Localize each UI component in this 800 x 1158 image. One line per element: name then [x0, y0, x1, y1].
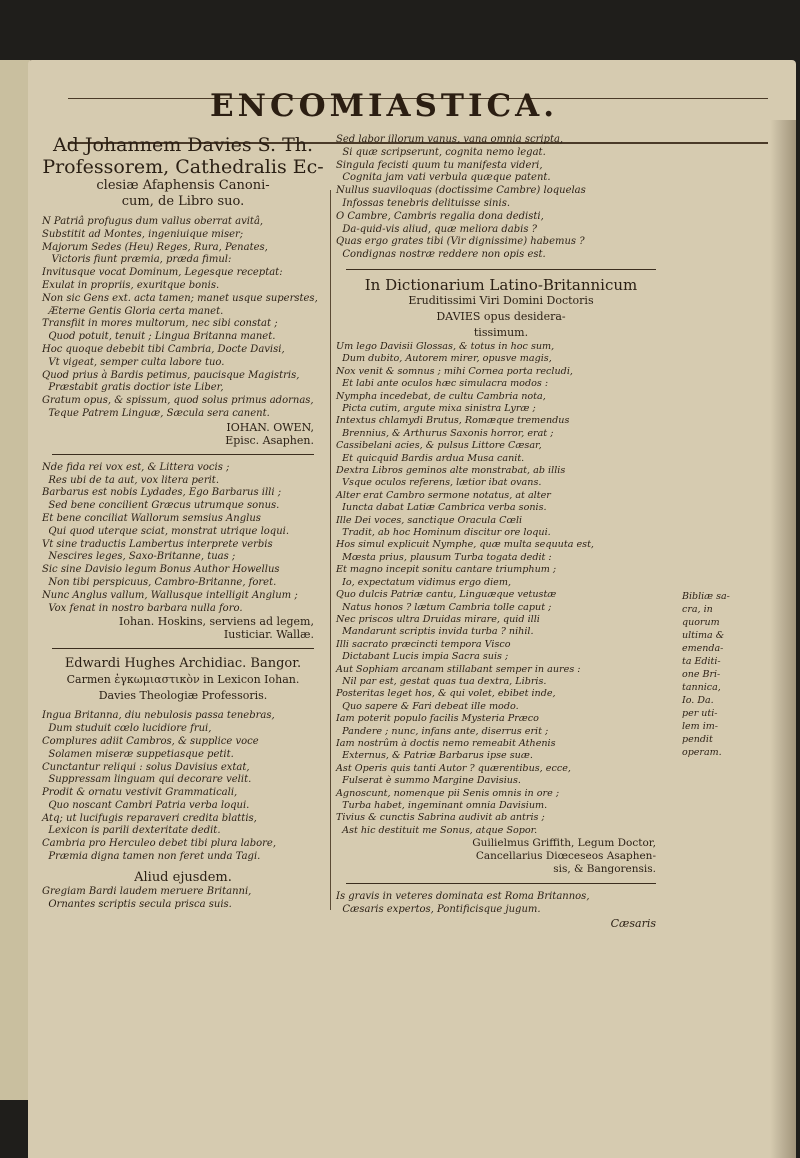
- column-divider: [330, 190, 331, 910]
- poem2-signature: Iohan. Hoskins, serviens ad legem, Iusticiar. Wallæ.: [119, 615, 314, 642]
- poem2-verse: Nde fida rei vox est, & Littera vocis ; Res ubi de ta aut, vox litera perit. Barbarus est nobis Lydades, Ego Barbarus illi ; Sed bene concilient Græcus utrumque sonus. Et bene conciliat Wallorum semsius Anglus Qui quod uterque sciat, monstrat utrique loqui. Vt sine traductis Lambertus interprete verbis Nescires leges, Saxo-Britanne, tuas ; Sic sine Davisio legum Bonus Author Howellus Non tibi perspicuus, Cambro-Britanne, foret. Nunc Anglus vallum, Wallusque intelligit Anglum ; Vox fenat in nostro barbara nulla foro.: [42, 461, 298, 614]
- page-spine-shadow: [770, 120, 796, 1158]
- right-poem2-title-line4: tissimum.: [473, 325, 529, 339]
- poem1-title-line1: Ad Johannem Davies S. Th.: [52, 134, 314, 156]
- poem3-verse: Ingua Britanna, diu nebulosis passa tenebras, Dum studuit cœlo lucidiore frui, Complures adiit Cambros, & supplice voce Solamen miseræ suppetiasque petit. Cunctantur reliqui : solus Davisius extat, Suppressam linguam qui decorare velit. Prodit & ornatu vestivit Grammaticali, Quo noscant Cambri Patria verba loqui. Atq; ut lucifugis reparaveri credita blattis, Lexicon is parili dexteritate dedit. Cambria pro Herculeo debet tibi plura labore, Præmia digna tamen non feret unda Tagi.: [42, 710, 277, 863]
- catchword: Cæsaris: [610, 916, 656, 930]
- right-poem3-verse: Is gravis in veteres dominata est Roma Britannos, Cæsaris expertos, Pontificisque jugum.: [336, 891, 590, 916]
- poem1-signature: IOHAN. OWEN, Episc. Asaphen.: [225, 420, 314, 447]
- separator-rule: [52, 454, 314, 455]
- right-poem2-title-line1: In Dictionarium Latino-Britannicum: [364, 275, 638, 294]
- poem4-title: Aliud ejusdem.: [134, 869, 232, 885]
- page-heading: ENCOMIASTICA.: [210, 88, 558, 124]
- right-poem2-title-line2: Eruditissimi Viri Domini Doctoris: [408, 293, 594, 307]
- right-poem1-verse: Sed labor illorum vanus, vana omnia scripta, Si quæ scripserunt, cognita nemo legat. Singula fecisti quum tu manifesta videri, Cognita jam vati verbula quæque patent. Nullus suaviloquas (doctissime Cambre) loquelas Infossas tenebris delituisse sinis. O Cambre, Cambris regalia dona dedisti, Da-quid-vis aliud, quæ meliora dabis ? Quas ergo grates tibi (Vir dignissime) habemus ? Condignas nostræ reddere non opis est.: [336, 134, 586, 261]
- right-poem2-signature: Guilielmus Griffith, Legum Doctor, Cancellarius Diœceseos Asaphen- sis, & Bangorensis.: [472, 837, 656, 876]
- poem1-title-line2: Professorem, Cathedralis Ec-: [42, 156, 324, 178]
- poem1-title-line4: cum, de Libro suo.: [121, 194, 245, 209]
- separator-rule: [52, 648, 314, 649]
- poem1-verse: N Patriâ profugus dum vallus oberrat avitâ, Substitit ad Montes, ingeniuique miser; Majorum Sedes (Heu) Reges, Rura, Penates, Victoris fiunt præmia, præda fimul: Invitusque vocat Dominum, Legesque receptat: Exulat in propriis, exuritque bonis. Non sic Gens ext. acta tamen; manet usque superstes, Æterne Gentis Gloria certa manet. Transfiit in mores multorum, nec sibi constat ; Quod potuit, tenuit ; Lingua Britanna manet. Hoc quoque debebit tibi Cambria, Docte Davisi, Vt vigeat, semper culta labore tuo. Quod prius à Bardis petimus, paucisque Magistris, Præstabit gratis doctior iste Liber, Gratum opus, & spissum, quod solus primus adornas, Teque Patrem Linguæ, Sæcula sera canent.: [42, 216, 318, 419]
- poem3-title-line2: Carmen ἐγκωμιαστικὸν in Lexicon Iohan.: [66, 673, 300, 687]
- right-poem2-title-line3: DAVIES opus desidera-: [436, 309, 566, 323]
- right-column: [336, 134, 666, 930]
- poem3-title-line3: Davies Theologiæ Professoris.: [98, 689, 268, 703]
- margin-note: Bibliæ sa- cra, in quorum ultima & emenda- ta Editi- one Bri- tannica, Io. Da. per uti- lem im- pendit operam.: [682, 591, 730, 758]
- separator-rule: [346, 269, 656, 270]
- left-column: [42, 134, 324, 911]
- poem3-title-line1: Edwardi Hughes Archidiac. Bangor.: [64, 656, 302, 672]
- poem4-verse: Gregiam Bardi laudem meruere Britanni, Ornantes scriptis secula prisca suis.: [42, 885, 252, 910]
- separator-rule: [346, 883, 656, 884]
- right-poem2-verse: Um lego Davisii Glossas, & totus in hoc sum, Dum dubito, Autorem mirer, opusve magis, Nox venit & somnus ; mihi Cornea porta recludi, Et labi ante oculos hæc simulacra modos : Nympha incedebat, de cultu Cambria nota, Picta cutim, argute mixa sinistra Lyræ ; Intextus chlamydi Brutus, Romæque tremendus Brennius, & Arthurus Saxonis horror, erat ; Cassibelani acies, & pulsus Littore Cæsar, Et quicquid Bardis ardua Musa canit. Dextra Libros geminos alte monstrabat, ab illis Vsque oculos referens, lætior ibat ovans. Alter erat Cambro sermone notatus, at alter Iuncta dabat Latiæ Cambrica verba sonis. Ille Dei voces, sanctique Oracula Cœli Tradit, ab hoc Hominum discitur ore loqui. Hos simul explicuit Nymphe, quæ multa sequuta est, Mœsta prius, plausum Turba togata dedit : Et magno incepit sonitu cantare triumphum ; Io, expectatum vidimus ergo diem, Quo dulcis Patriæ cantu, Linguæque vetustæ Natus honos ? lætum Cambria tolle caput ; Nec priscos ultra Druidas mirare, quid illi Mandarunt scriptis invida turba ? nihil. Illi sacrato præcincti tempora Visco Dictabant Lucis impia Sacra suis ; Aut Sophiam arcanam stillabant semper in aures : Nil par est, gestat quas tua dextra, Libris. Posteritas leget hos, & qui volet, ebibet inde, Quo sapere & Fari debeat ille modo. Iam poterit populo facilis Mysteria Præco Pandere ; nunc, infans ante, diserrus erit ; Iam nostrûm à doctis nemo remeabit Athenis Externus, & Patriæ Barbarus ipse suæ. Ast Operis quis tanti Autor ? quærentibus, ecce, Fulserat è summo Margine Davisius. Agnoscunt, nomenque pii Senis omnis in ore ; Turba habet, ingeminant omnia Davisium. Tivius & cunctis Sabrina audivit ab antris ; Ast hic destituit me Sonus, atque Sopor.: [336, 340, 594, 836]
- poem1-title-line3: clesiæ Afaphensis Canoni-: [96, 178, 270, 193]
